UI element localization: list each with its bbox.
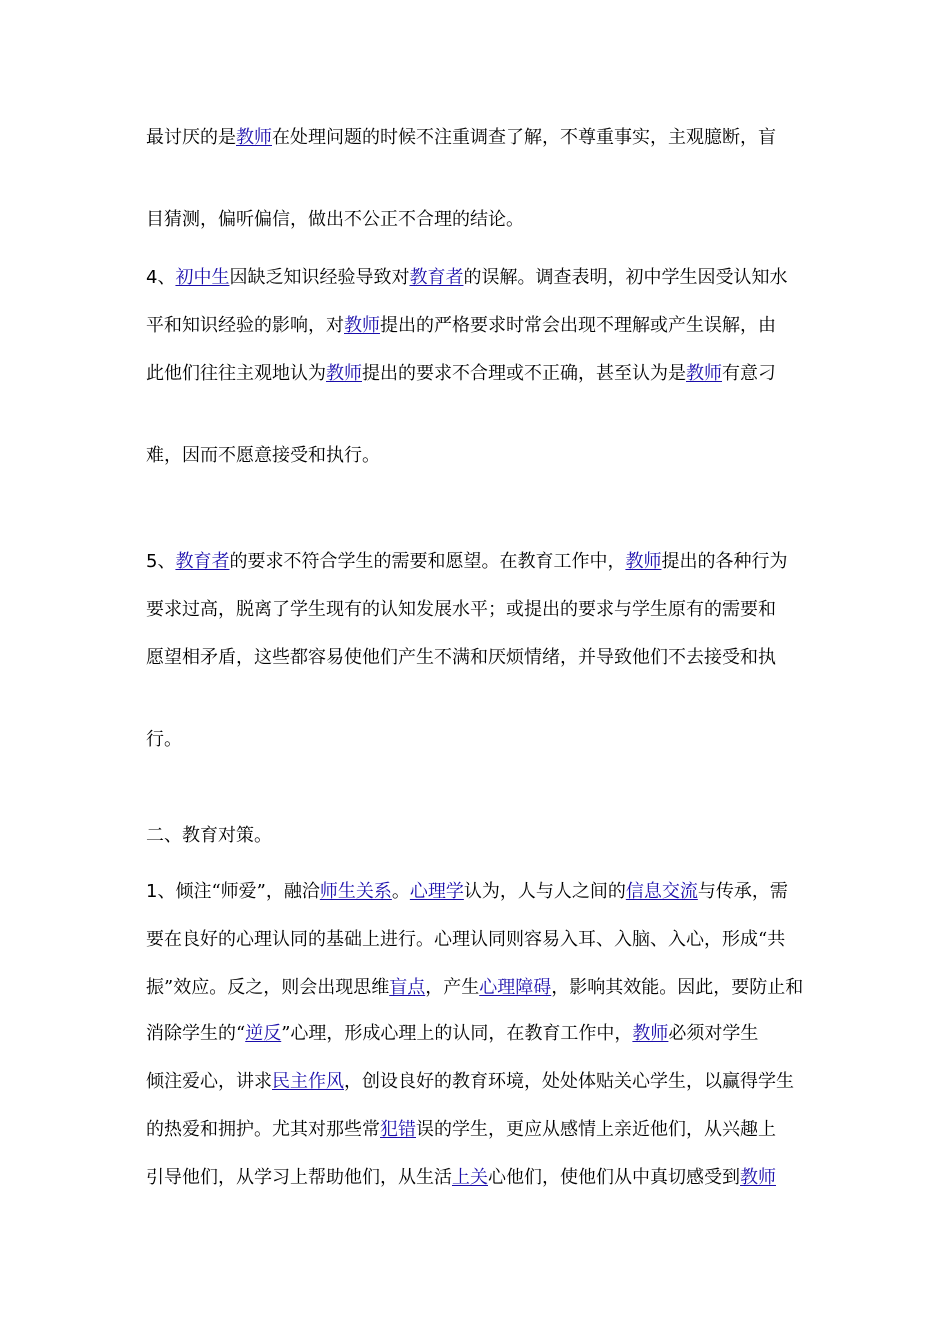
text-span: 的热爱和拥护。尤其对那些常 — [146, 1119, 380, 1140]
text-span: 此他们往往主观地认为 — [146, 363, 326, 384]
section-heading-text: 二、教育对策。 — [146, 825, 272, 846]
link-educator[interactable]: 教育者 — [409, 267, 464, 288]
text-span: ，影响其效能。因此，要防止和 — [551, 977, 804, 998]
text-span: 认为，人与人之间的 — [463, 881, 626, 902]
text-line — [146, 1166, 808, 1190]
link-teacher[interactable]: 教师 — [326, 363, 362, 384]
text-span: ，创设良好的教育环境，处处体贴关心学生，以赢得学生 — [344, 1071, 794, 1092]
text-line — [146, 208, 808, 232]
text-span: 误的学生，更应从感情上亲近他们，从兴趣上 — [416, 1119, 776, 1140]
text-span: 要在良好的心理认同的基础上进行。心理认同则容易入耳、入脑、入心，形成“共 — [146, 929, 786, 950]
text-span: 要求过高，脱离了学生现有的认知发展水平；或提出的要求与学生原有的需要和 — [146, 599, 776, 620]
list-number: 1、 — [146, 881, 176, 902]
text-span: 提出的要求不合理或不正确，甚至认为是 — [362, 363, 686, 384]
text-line — [146, 880, 808, 904]
link-teacher[interactable]: 教师 — [236, 127, 272, 148]
text-span: 的要求不符合学生的需要和愿望。在教育工作中， — [229, 551, 626, 572]
text-span: 必须对学生 — [668, 1023, 759, 1044]
text-span: 行。 — [146, 729, 182, 750]
link-junior-student[interactable]: 初中生 — [175, 267, 230, 288]
link-teacher[interactable]: 教师 — [740, 1167, 776, 1188]
text-line — [146, 550, 808, 574]
text-span: 愿望相矛盾，这些都容易使他们产生不满和厌烦情绪，并导致他们不去接受和执 — [146, 647, 776, 668]
link-make-mistake[interactable]: 犯错 — [380, 1119, 416, 1140]
link-teacher[interactable]: 教师 — [625, 551, 662, 572]
link-shangguan[interactable]: 上关 — [452, 1167, 488, 1188]
text-line — [146, 1022, 808, 1046]
text-span: 目猜测，偏听偏信，做出不公正不合理的结论。 — [146, 209, 524, 230]
text-span: 。 — [391, 881, 410, 902]
text-span: 引导他们，从学习上帮助他们，从生活 — [146, 1167, 452, 1188]
text-line — [146, 314, 808, 338]
link-educator[interactable]: 教育者 — [175, 551, 230, 572]
text-span: ，产生 — [425, 977, 480, 998]
text-span: 倾注“师爱”，融洽 — [175, 881, 320, 902]
link-teacher[interactable]: 教师 — [344, 315, 380, 336]
text-line — [146, 928, 808, 952]
text-span: 难，因而不愿意接受和执行。 — [146, 445, 380, 466]
text-line — [146, 728, 808, 752]
text-line — [146, 976, 808, 1000]
text-span: 有意刁 — [722, 363, 776, 384]
text-line — [146, 646, 808, 670]
text-line — [146, 1118, 808, 1142]
text-span: 倾注爱心，讲求 — [146, 1071, 272, 1092]
text-line — [146, 266, 808, 290]
text-span: 在处理问题的时候不注重调查了解，不尊重事实，主观臆断，盲 — [272, 127, 776, 148]
link-psychological-barrier[interactable]: 心理障碍 — [479, 977, 552, 998]
text-span: 心他们，使他们从中真切感受到 — [488, 1167, 740, 1188]
list-number: 5、 — [146, 551, 176, 572]
text-line — [146, 126, 808, 150]
text-span: 消除学生的“ — [146, 1023, 246, 1044]
text-line — [146, 444, 808, 468]
link-blind-spot[interactable]: 盲点 — [389, 977, 426, 998]
text-span: 平和知识经验的影响，对 — [146, 315, 344, 336]
link-psychology[interactable]: 心理学 — [409, 881, 464, 902]
link-rebellion[interactable]: 逆反 — [245, 1023, 282, 1044]
text-span: 振”效应。反之，则会出现思维 — [146, 977, 390, 998]
link-teacher[interactable]: 教师 — [686, 363, 722, 384]
link-information-exchange[interactable]: 信息交流 — [625, 881, 698, 902]
text-line — [146, 1070, 808, 1094]
text-span: 因缺乏知识经验导致对 — [229, 267, 410, 288]
text-line — [146, 598, 808, 622]
link-teacher[interactable]: 教师 — [632, 1023, 669, 1044]
text-span: 的误解。调查表明，初中学生因受认知水 — [463, 267, 788, 288]
link-teacher-student-relation[interactable]: 师生关系 — [319, 881, 392, 902]
text-span: ”心理，形成心理上的认同，在教育工作中， — [281, 1023, 633, 1044]
text-span: 提出的各种行为 — [661, 551, 788, 572]
section-heading — [146, 824, 808, 848]
list-number: 4、 — [146, 267, 176, 288]
text-span: 提出的严格要求时常会出现不理解或产生误解，由 — [380, 315, 776, 336]
text-line — [146, 362, 808, 386]
link-democratic-style[interactable]: 民主作风 — [272, 1071, 344, 1092]
text-span: 与传承，需 — [697, 881, 788, 902]
text-span: 最讨厌的是 — [146, 127, 236, 148]
